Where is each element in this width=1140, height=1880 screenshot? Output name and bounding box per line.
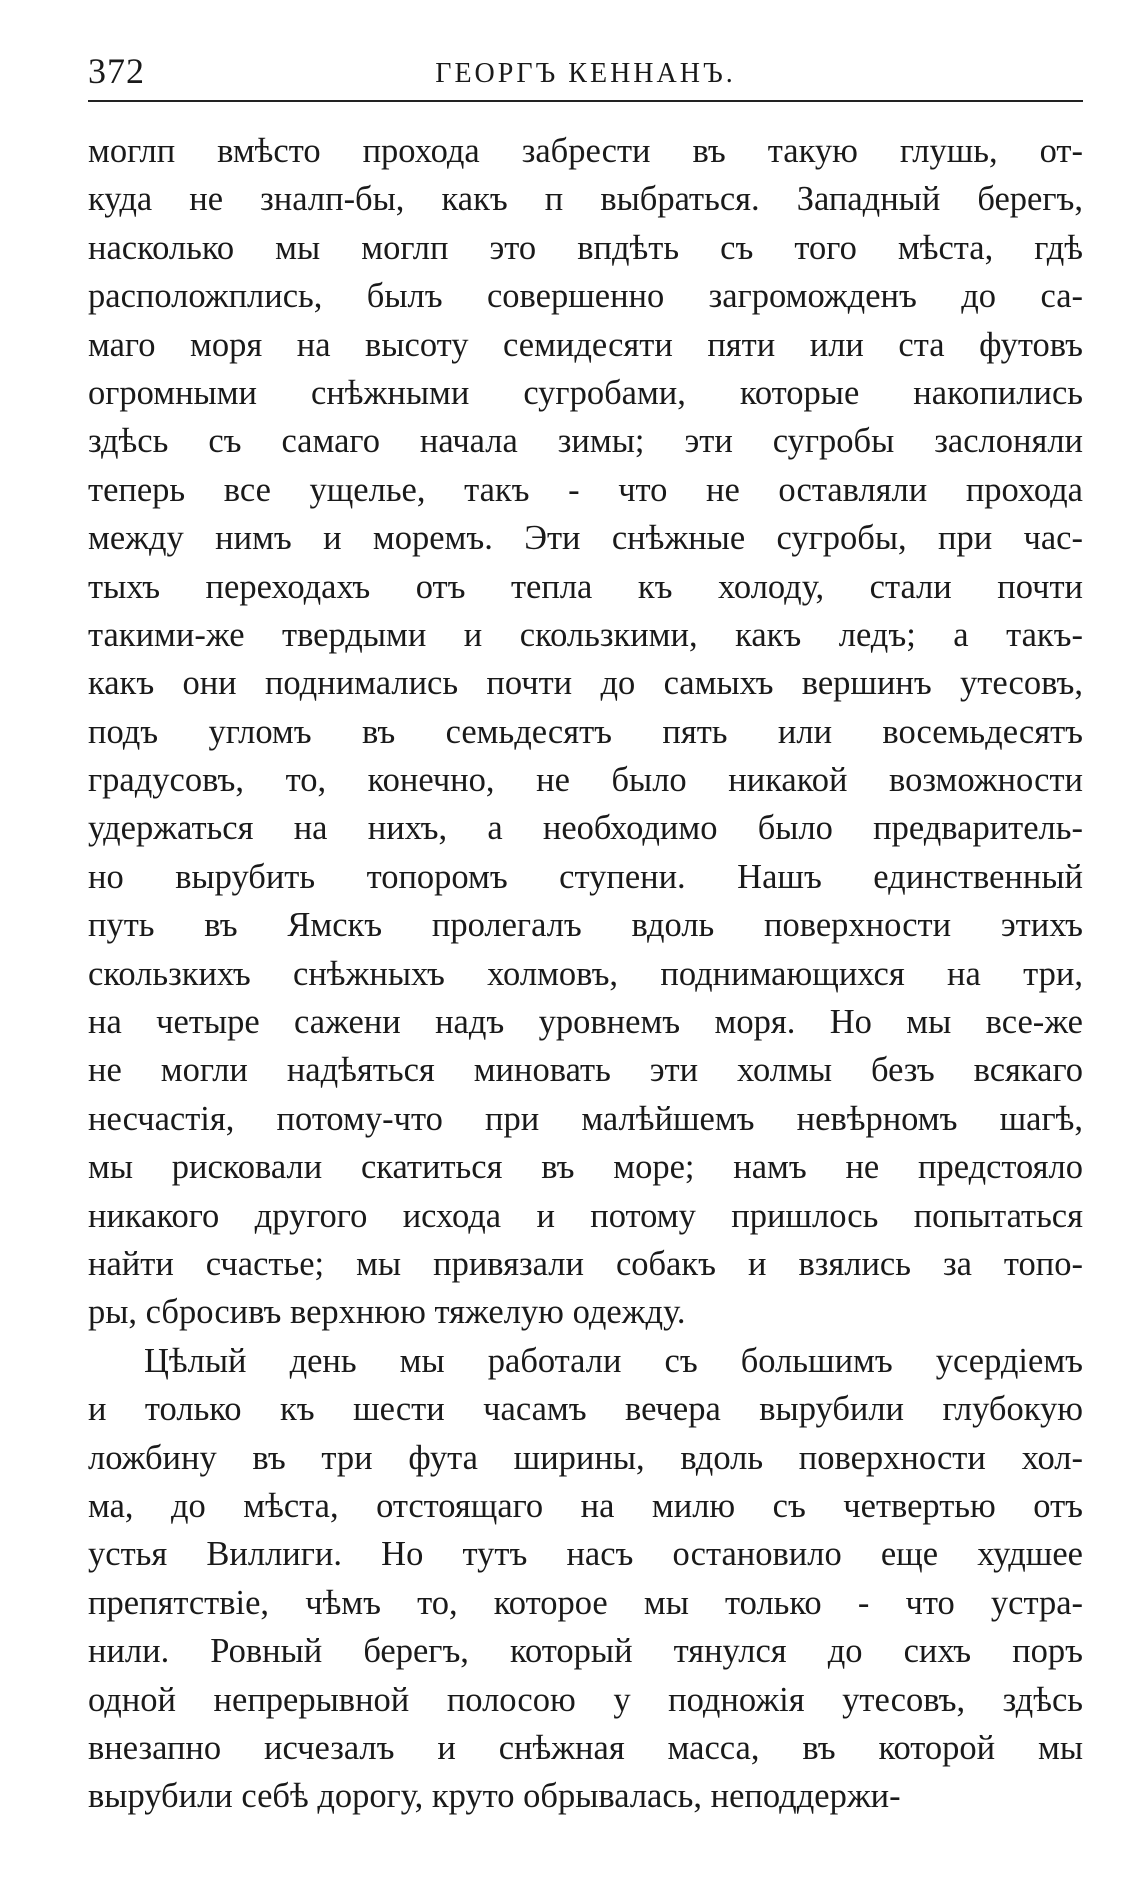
text-line: но вырубить топоромъ ступени. Нашъ единственный bbox=[88, 857, 1083, 896]
text-line: путь въ Ямскъ пролегалъ вдоль поверхности этихъ bbox=[88, 906, 1083, 945]
text-line: внезапно исчезалъ и снѣжная масса, въ которой мы bbox=[88, 1728, 1083, 1767]
paragraph bbox=[88, 1337, 1083, 1821]
text-line: такими-же твердыми и скользкими, какъ ледъ; а такъ- bbox=[88, 615, 1083, 654]
text-line: скользкихъ снѣжныхъ холмовъ, поднимающихся на три, bbox=[88, 954, 1083, 993]
text-line: куда не зналп-бы, какъ п выбраться. Западный берегъ, bbox=[88, 180, 1083, 219]
text-line: устья Виллиги. Но тутъ насъ остановило еще худшее bbox=[88, 1535, 1083, 1574]
text-line: удержаться на нихъ, а необходимо было предваритель- bbox=[88, 809, 1083, 848]
text-line: нили. Ровный берегъ, который тянулся до сихъ поръ bbox=[88, 1632, 1083, 1671]
text-line: на четыре сажени надъ уровнемъ моря. Но мы все-же bbox=[88, 1003, 1083, 1042]
text-line: никакого другого исхода и потому пришлось попытаться bbox=[88, 1196, 1083, 1235]
text-line: препятствіе, чѣмъ то, которое мы только - что устра- bbox=[88, 1583, 1083, 1622]
text-line: и только къ шести часамъ вечера вырубили глубокую bbox=[88, 1390, 1083, 1429]
text-line: подъ угломъ въ семьдесятъ пять или восемьдесятъ bbox=[88, 712, 1083, 751]
text-line: несчастія, потому-что при малѣйшемъ невѣрномъ шагѣ, bbox=[88, 1099, 1083, 1138]
text-line: мы рисковали скатиться въ море; намъ не предстояло bbox=[88, 1148, 1083, 1187]
text-line: не могли надѣяться миновать эти холмы безъ всякаго bbox=[88, 1051, 1083, 1090]
body-text bbox=[88, 127, 1083, 1821]
page-header bbox=[88, 40, 1083, 102]
text-line: расположплись, былъ совершенно загроможденъ до са- bbox=[88, 277, 1083, 316]
text-line: ры, сбросивъ верхнюю тяжелую одежду. bbox=[88, 1293, 686, 1332]
text-line: ложбину въ три фута ширины, вдоль поверхности хол- bbox=[88, 1438, 1083, 1477]
text-line: какъ они поднимались почти до самыхъ вершинъ утесовъ, bbox=[88, 664, 1083, 703]
text-line: градусовъ, то, конечно, не было никакой возможности bbox=[88, 761, 1083, 800]
page-number: 372 bbox=[88, 51, 145, 91]
text-line: огромными снѣжными сугробами, которые накопились bbox=[88, 373, 1083, 412]
paragraph bbox=[88, 127, 1083, 1337]
text-line: ма, до мѣста, отстоящаго на милю съ четвертью отъ bbox=[88, 1486, 1083, 1525]
text-line: одной непрерывной полосою у подножія утесовъ, здѣсь bbox=[88, 1680, 1083, 1719]
text-line: тыхъ переходахъ отъ тепла къ холоду, стали почти bbox=[88, 567, 1083, 606]
text-line: насколько мы моглп это впдѣть съ того мѣста, гдѣ bbox=[88, 228, 1083, 267]
running-title: ГЕОРГЪ КЕННАНЪ. bbox=[435, 58, 736, 89]
text-line: Цѣлый день мы работали съ большимъ усердіемъ bbox=[144, 1341, 1083, 1380]
text-line: здѣсь съ самаго начала зимы; эти сугробы заслоняли bbox=[88, 422, 1083, 461]
text-line: теперь все ущелье, такъ - что не оставляли прохода bbox=[88, 470, 1083, 509]
text-line: между нимъ и моремъ. Эти снѣжные сугробы, при час- bbox=[88, 519, 1083, 558]
text-line: маго моря на высоту семидесяти пяти или ста футовъ bbox=[88, 325, 1083, 364]
text-line: моглп вмѣсто прохода забрести въ такую глушь, от- bbox=[88, 132, 1083, 170]
text-line: вырубили себѣ дорогу, круто обрывалась, неподдержи- bbox=[88, 1777, 901, 1816]
text-line: найти счастье; мы привязали собакъ и взялись за топо- bbox=[88, 1244, 1083, 1283]
